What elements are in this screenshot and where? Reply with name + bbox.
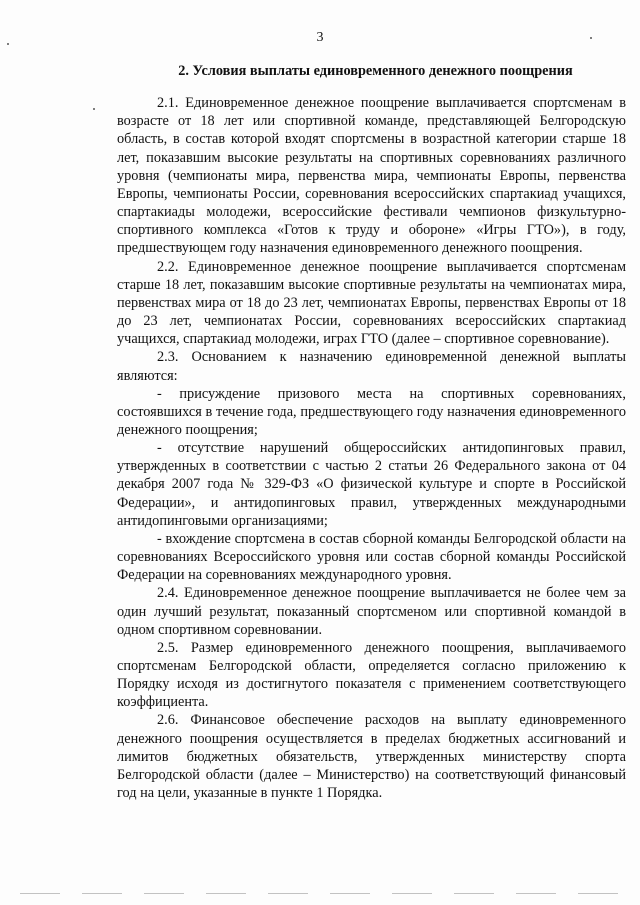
list-item-prize-place: - присуждение призового места на спортивных соревнованиях, состоявшихся в течение года, предшествующего году назначения единовременного денежного поощрения; [117, 385, 626, 438]
scan-speck [93, 108, 95, 110]
paragraph-2-5: 2.5. Размер единовременного денежного поощрения, выплачиваемого спортсменам Белгородской области, определяется согласно приложению к Порядку исходя из достигнутого показателя с применением соответствующего коэффициента. [117, 639, 626, 711]
page-number: 3 [316, 30, 324, 45]
paragraph-2-2: 2.2. Единовременное денежное поощрение выплачивается спортсменам старше 18 лет, показавшим высокие спортивные результаты на чемпионатах мира, первенствах мира от 18 до 23 лет, чемпионатах Европы, первенствах Европы от 18 до 23 лет, чемпионатах России, соревнованиях всероссийских спартакиад учащихся, спартакиад молодежи, играх ГТО (далее – спортивное соревнование). [117, 258, 626, 348]
scan-artifact-line [20, 893, 620, 894]
scan-speck [7, 43, 9, 45]
paragraph-2-1: 2.1. Единовременное денежное поощрение выплачивается спортсменам в возрасте от 18 лет или спортивной команде, представляющей Белгородскую область, в состав которой входят спортсмены в возрастной категории старше 18 лет, показавшим высокие результаты на спортивных соревнованиях различного уровня (чемпионаты мира, первенства мира, чемпионаты Европы, первенства Европы, чемпионаты России, соревнования всероссийских спартакиад учащихся, спартакиады молодежи, всероссийские фестивали чемпионов физкультурно-спортивного комплекса «Готов к труду и обороне» «Игры ГТО»), в году, предшествующем году назначения единовременного денежного поощрения. [117, 95, 626, 257]
scan-speck [590, 37, 592, 39]
document-body [117, 62, 626, 802]
list-item-team-membership: - вхождение спортсмена в состав сборной команды Белгородской области на соревнованиях Всероссийского уровня или состав сборной команды Российской Федерации на соревнованиях международного уровня. [117, 530, 626, 584]
paragraph-2-6: 2.6. Финансовое обеспечение расходов на выплату единовременного денежного поощрения осуществляется в пределах бюджетных ассигнований и лимитов бюджетных обязательств, утвержденных министерству спорта Белгородской области (далее – Министерство) на соответствующий финансовый год на цели, указанные в пункте 1 Порядка. [117, 712, 626, 802]
section-title: 2. Условия выплаты единовременного денежного поощрения [178, 63, 573, 79]
list-item-no-doping-violations: - отсутствие нарушений общероссийских антидопинговых правил, утвержденных в соответствии с частью 2 статьи 26 Федерального закона от 04 декабря 2007 года № 329-ФЗ «О физической культуре и спорте в Российской Федерации», и антидопинговых правил, утвержденных международными антидопинговыми организациями; [117, 440, 626, 529]
paragraph-2-4: 2.4. Единовременное денежное поощрение выплачивается не более чем за один лучший результат, показанный спортсменом или спортивной командой в одном спортивном соревновании. [117, 585, 626, 638]
paragraph-2-3: 2.3. Основанием к назначению единовременной денежной выплаты являются: [117, 349, 626, 384]
